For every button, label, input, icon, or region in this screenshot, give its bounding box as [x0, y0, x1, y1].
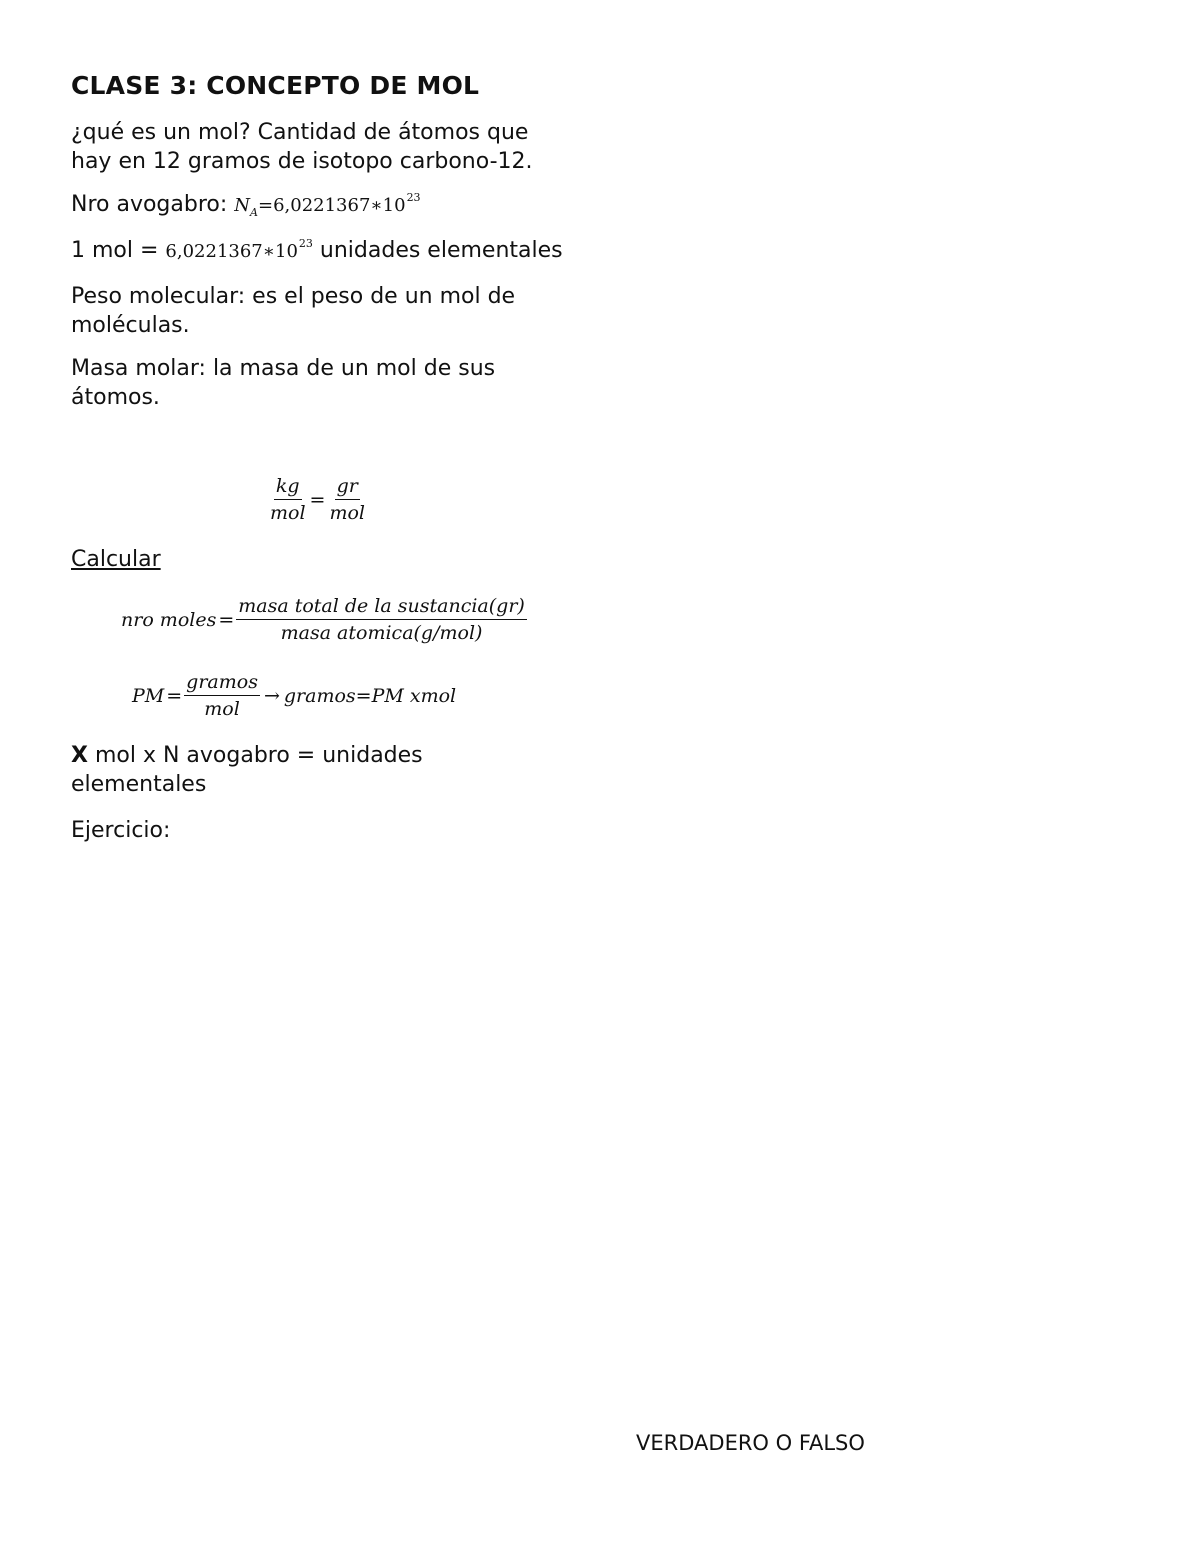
- fraction-denominator: mol: [204, 698, 240, 720]
- x-mol-lead: X: [71, 743, 88, 768]
- one-mol-exponent: 23: [298, 237, 313, 250]
- avogadro-symbol: N: [234, 195, 251, 216]
- one-mol-value: 6,0221367∗10: [165, 241, 298, 262]
- masa-molar-text: Masa molar: la masa de un mol de sus átomos.: [71, 356, 496, 410]
- formula-pm-rhs: gramos=PM xmol: [283, 684, 457, 707]
- content-column: [71, 68, 571, 426]
- equals-sign: =: [309, 488, 326, 511]
- calcular-heading: Calcular: [71, 547, 161, 572]
- mol-definition: ¿qué es un mol? Cantidad de átomos que hay en 12 gramos de isotopo carbono-12.: [71, 120, 533, 174]
- fraction-kg-mol: [268, 474, 308, 525]
- avogadro-value: 6,0221367∗10: [273, 195, 406, 216]
- formula-pm-lhs: PM: [132, 684, 165, 707]
- fraction-moles: [236, 594, 527, 645]
- one-mol-tail: unidades elementales: [319, 238, 563, 263]
- fraction-denominator: masa atomica(g/mol): [280, 622, 483, 644]
- fraction-numerator: gr: [335, 474, 360, 500]
- formula-units: [268, 474, 367, 525]
- avogadro-subscript: A: [250, 206, 258, 219]
- peso-molecular-text: Peso molecular: es el peso de un mol de moléculas.: [71, 284, 516, 338]
- fraction-gr-mol: [327, 474, 367, 525]
- equals-sign: =: [166, 684, 183, 707]
- page-title: CLASE 3: CONCEPTO DE MOL: [71, 71, 480, 100]
- formula-moles: [121, 594, 527, 645]
- footer-note: VERDADERO O FALSO: [636, 1431, 865, 1455]
- avogadro-exponent: 23: [406, 191, 421, 204]
- avogadro-label: Nro avogabro:: [71, 192, 228, 217]
- fraction-numerator: masa total de la sustancia(gr): [236, 594, 527, 620]
- one-mol-lead: 1 mol =: [71, 238, 159, 263]
- one-mol-line: [71, 236, 571, 268]
- arrow-icon: →: [263, 684, 280, 707]
- avogadro-line: [71, 190, 571, 222]
- avogadro-equals: =: [257, 195, 274, 216]
- fraction-numerator: kg: [274, 474, 302, 500]
- fraction-denominator: mol: [329, 502, 366, 524]
- fraction-numerator: gramos: [184, 670, 260, 696]
- x-mol-line: [71, 741, 491, 799]
- ejercicio-heading: Ejercicio:: [71, 818, 171, 843]
- fraction-gramos-mol: [184, 670, 260, 721]
- formula-moles-lhs: nro moles: [121, 608, 217, 631]
- equals-sign: =: [218, 608, 235, 631]
- formula-pm: [132, 670, 456, 721]
- x-mol-text: mol x N avogabro = unidades elementales: [71, 743, 423, 797]
- fraction-denominator: mol: [270, 502, 306, 524]
